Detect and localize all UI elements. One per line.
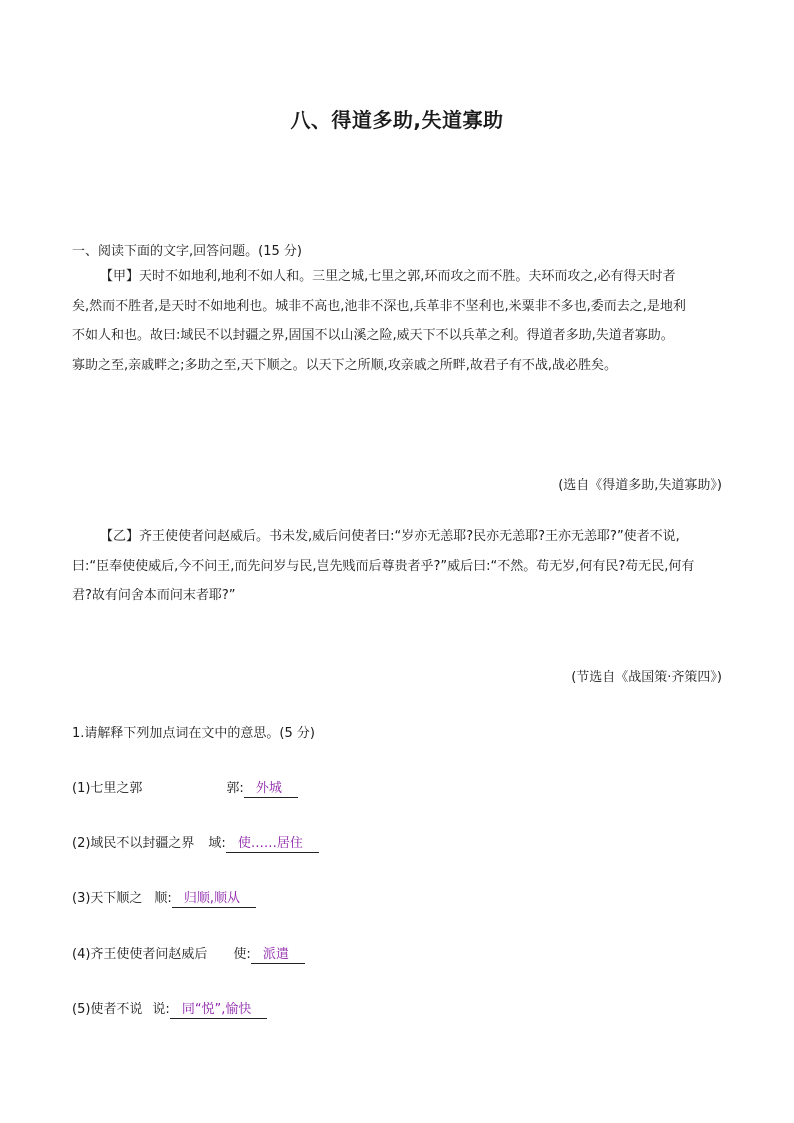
question-item bbox=[72, 832, 319, 853]
section-heading: 一、阅读下面的文字,回答问题。(15 分) bbox=[72, 244, 302, 259]
question-1-prompt: 1.请解释下列加点词在文中的意思。(5 分) bbox=[72, 726, 315, 741]
question-item bbox=[72, 777, 298, 798]
passage-b-line: 君?故有问舍本而问末者耶?” bbox=[72, 588, 236, 603]
answer-blank: 外城 bbox=[244, 781, 298, 798]
passage-b-source: (节选自《战国策·齐策四》) bbox=[571, 670, 722, 685]
passage-b bbox=[72, 522, 722, 611]
passage-a-source: (选自《得道多助,失道寡助》) bbox=[558, 478, 722, 493]
question-word: 说: bbox=[152, 1002, 170, 1017]
answer-blank: 派遣 bbox=[251, 947, 305, 964]
question-phrase: (1)七里之郭 bbox=[72, 781, 143, 796]
question-phrase: (2)域民不以封疆之界 bbox=[72, 836, 195, 851]
question-item bbox=[72, 943, 305, 964]
passage-b-line: 曰:“臣奉使使威后,今不问王,而先问岁与民,岂先贱而后尊贵者乎?”威后曰:“不然。苟无岁,何有民?苟无民,何有 bbox=[72, 558, 695, 574]
question-word: 郭: bbox=[226, 781, 244, 796]
passage-b-line: 【乙】齐王使使者问赵威后。书未发,威后问使者曰:“岁亦无恙耶?民亦无恙耶?王亦无恙耶?”使者不说, bbox=[100, 529, 680, 544]
passage-a-line: 【甲】天时不如地利,地利不如人和。三里之城,七里之郭,环而攻之而不胜。夫环而攻之,必有得天时者 bbox=[100, 269, 676, 284]
page-title: 八、得道多助,失道寡助 bbox=[290, 108, 504, 132]
answer-blank: 同“悦”,愉快 bbox=[170, 1002, 268, 1019]
answer-blank: 归顺,顺从 bbox=[172, 891, 256, 908]
question-word: 使: bbox=[233, 947, 251, 962]
passage-a-line: 矣,然而不胜者,是天时不如地利也。城非不高也,池非不深也,兵革非不坚利也,米粟非不多也,委而去之,是地利 bbox=[72, 298, 686, 314]
question-word: 域: bbox=[208, 836, 226, 851]
passage-a-line: 寡助之至,亲戚畔之;多助之至,天下顺之。以天下之所顺,攻亲戚之所畔,故君子有不战,战必胜矣。 bbox=[72, 357, 618, 373]
question-phrase: (5)使者不说 bbox=[72, 1002, 143, 1017]
question-phrase: (4)齐王使使者问赵威后 bbox=[72, 947, 208, 962]
question-item bbox=[72, 998, 267, 1019]
question-phrase: (3)天下顺之 bbox=[72, 891, 143, 906]
passage-a-line: 不如人和也。故曰:域民不以封疆之界,固国不以山溪之险,威天下不以兵革之利。得道者多助,失道者寡助。 bbox=[72, 328, 674, 343]
question-item bbox=[72, 887, 256, 908]
passage-a bbox=[72, 262, 722, 380]
question-word: 顺: bbox=[154, 891, 172, 906]
answer-blank: 使……居住 bbox=[226, 836, 319, 853]
